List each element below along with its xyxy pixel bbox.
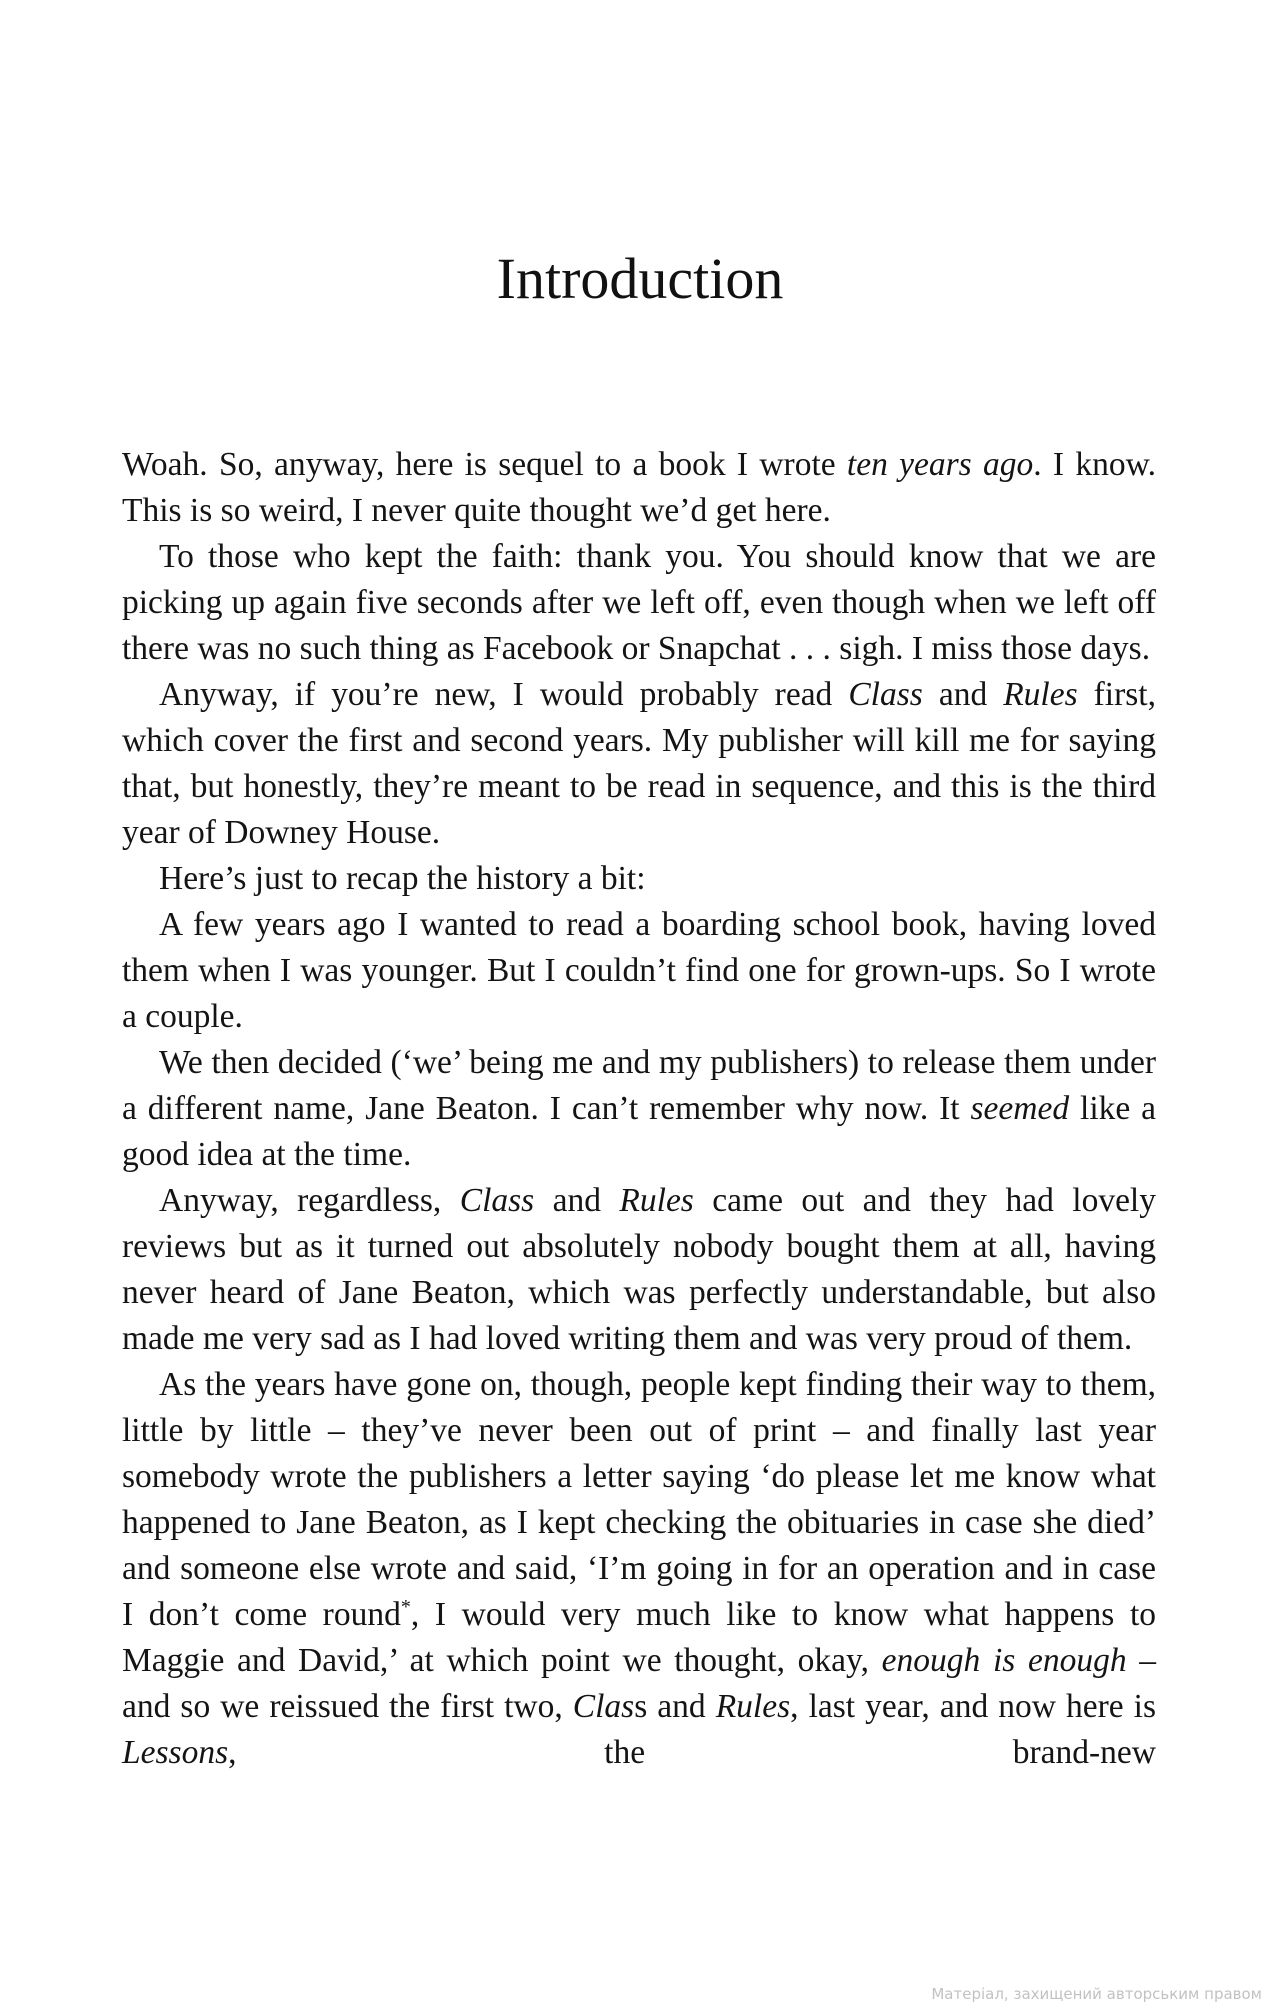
paragraph-2: To those who kept the faith: thank you. You should know that we are picking up again five seconds after we left off, even though when we left off there was no such thing as Facebook or Snapchat . . . sigh. I miss those days. [122, 538, 1156, 667]
text-span: Anyway, if you’re new, I would probably read [159, 676, 849, 713]
text-span: , I would very much like to know what happens to Maggie and David,’ at which point we thought, okay, [122, 1596, 1156, 1679]
italic-span: Clas [572, 1688, 635, 1725]
italic-span: Rules [1003, 676, 1078, 713]
text-span: Woah. So, anyway, here is sequel to a book I wrote [122, 446, 847, 483]
italic-span: Class [848, 676, 923, 713]
paragraph-8 [122, 1362, 1156, 1776]
text-span: and [922, 676, 1004, 713]
text-span: . I know. This is so weird, I never quite thought we’d get here. [122, 446, 1156, 529]
text-span: and [534, 1182, 620, 1219]
italic-span: Lessons [122, 1734, 229, 1771]
copyright-watermark: Матеріал, захищений авторським правом [931, 1985, 1262, 2003]
italic-span: ten years ago [846, 446, 1034, 483]
chapter-title: Introduction [496, 246, 784, 311]
italic-span: Rules [619, 1182, 694, 1219]
paragraph-1 [122, 442, 1156, 534]
text-span: We then decided (‘we’ being me and my publishers) to release them under a different name, Jane Beaton. I can’t remember why now. It [122, 1044, 1156, 1127]
text-span: Anyway, regardless, [159, 1182, 460, 1219]
paragraph-4: Here’s just to recap the history a bit: [159, 860, 646, 897]
body-text [122, 442, 1156, 1776]
text-span: – and so we reissued the first two, [122, 1642, 1156, 1725]
italic-span: Class [459, 1182, 535, 1219]
paragraph-5: A few years ago I wanted to read a boarding school book, having loved them when I was younger. But I couldn’t find one for grown-ups. So I wrote a couple. [122, 906, 1156, 1035]
paragraph-6 [122, 1040, 1156, 1178]
italic-span: seemed [970, 1090, 1070, 1127]
text-span: , last year, and now here is [790, 1688, 1157, 1725]
italic-span: Rules [715, 1688, 791, 1725]
italic-span: enough is enough [881, 1642, 1127, 1679]
paragraph-7 [122, 1178, 1156, 1362]
text-span: , the brand-new [228, 1734, 1156, 1771]
text-span: first, which cover the first and second years. My publisher will kill me for saying that, but honestly, they’re meant to be read in sequence, and this is the third year of Downey House. [122, 676, 1156, 851]
text-span: As the years have gone on, though, people kept finding their way to them, little by little – they’ve never been out of print – and finally last year somebody wrote the publishers a letter saying ‘do please let me know what happened to Jane Beaton, as I kept checking the obituaries in case she died’ and someone else wrote and said, ‘I’m going in for an operation and in case I don’t come round [122, 1366, 1156, 1633]
text-span: s and [634, 1688, 716, 1725]
footnote-marker[interactable]: * [400, 1595, 411, 1618]
paragraph-3 [122, 672, 1156, 856]
text-span: came out and they had lovely reviews but as it turned out absolutely nobody bought them at all, having never heard of Jane Beaton, which was perfectly understandable, but also made me very sad as I had loved writing them and was very proud of them. [122, 1182, 1156, 1357]
text-span: like a good idea at the time. [122, 1090, 1157, 1173]
